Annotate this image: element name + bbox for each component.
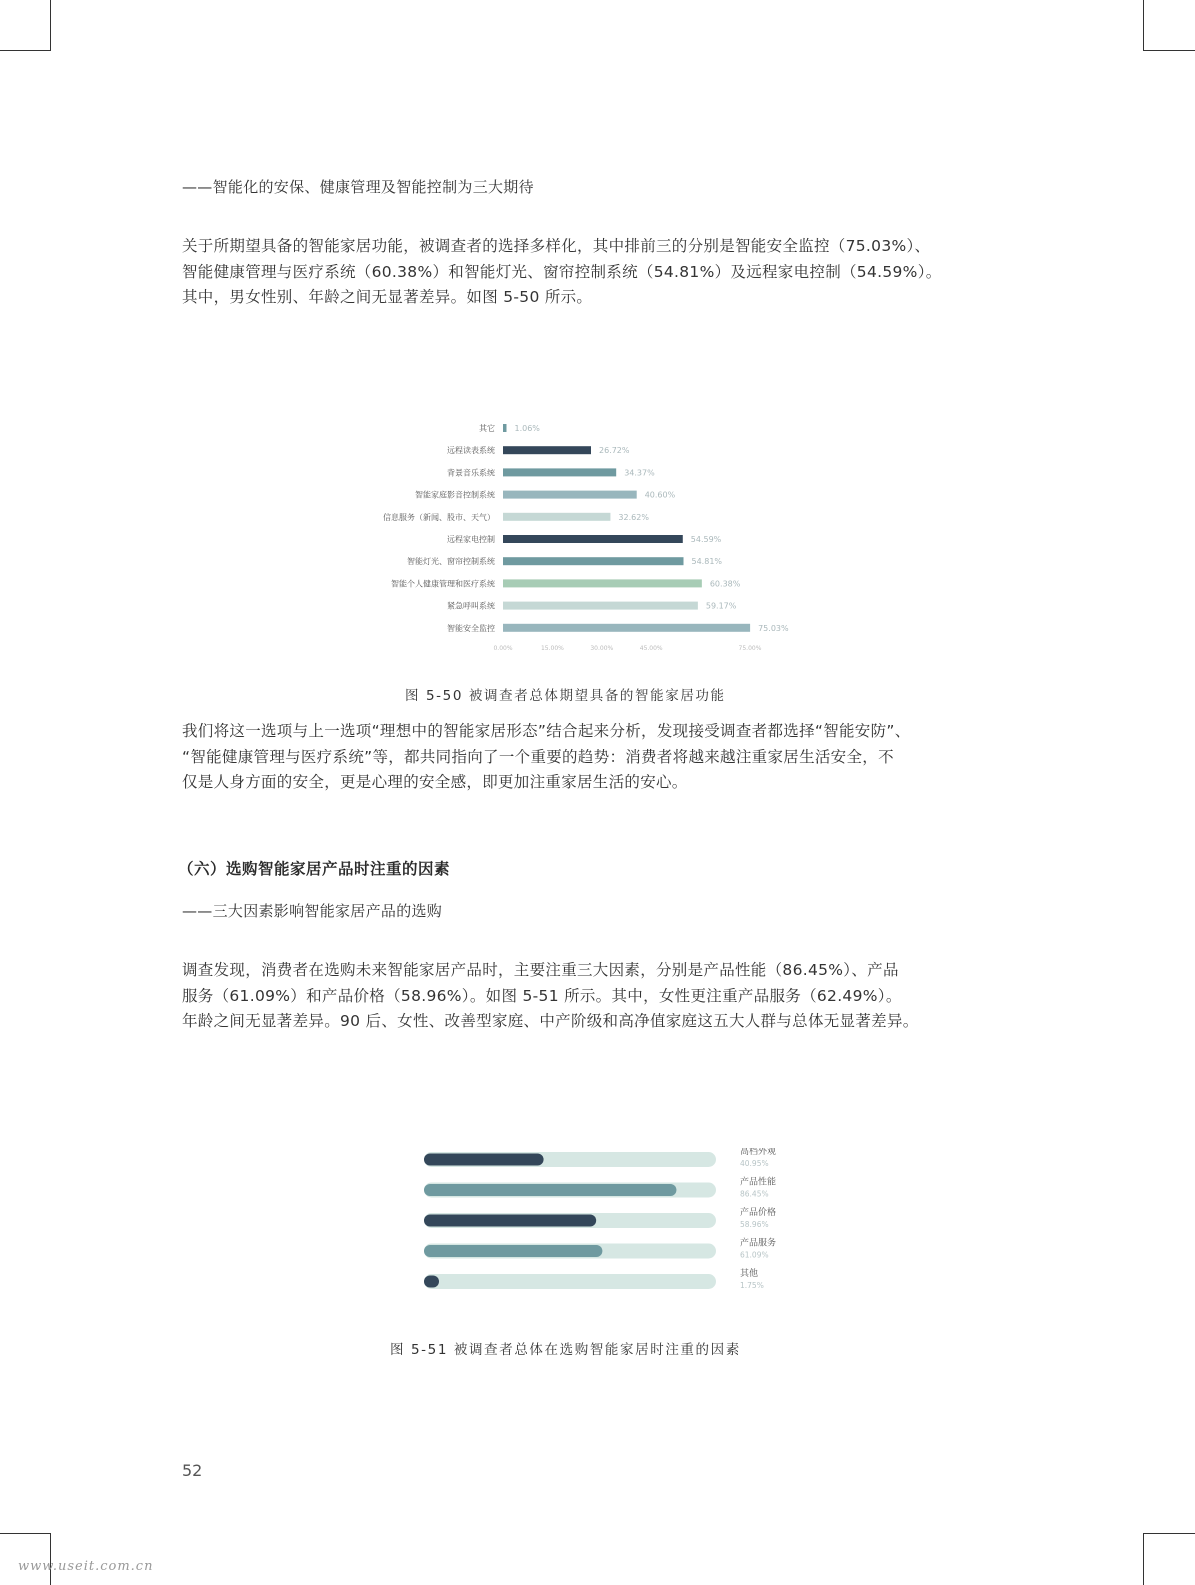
paragraph-line: 服务（61.09%）和产品价格（58.96%）。如图 5-51 所示。其中，女性更注重产品服务（62.49%）。: [182, 986, 902, 1005]
value-label: 40.60%: [644, 490, 676, 500]
category-label: 产品价格: [740, 1208, 777, 1218]
paragraph-line: 我们将这一选项与上一选项“理想中的智能家居形态”结合起来分析，发现接受调查者都选择“智能安防”、: [182, 722, 911, 740]
value-label: 75.03%: [758, 623, 789, 633]
figure-5-51-chart: [420, 1148, 820, 1308]
bar: [503, 468, 616, 476]
section2-paragraph: [182, 719, 1002, 796]
paragraph-line: 仅是人身方面的安全，更是心理的安全感，即更加注重家居生活的安心。: [182, 773, 688, 791]
bar: [503, 579, 702, 587]
category-label: 智能灯光、窗帘控制系统: [407, 557, 495, 567]
bar: [503, 602, 698, 610]
section1-subtitle: ——智能化的安保、健康管理及智能控制为三大期待: [182, 178, 534, 196]
paragraph-line: “智能健康管理与医疗系统”等，都共同指向了一个重要的趋势：消费者将越来越注重家居生活安全，不: [182, 747, 894, 766]
value-label: 40.95%: [740, 1159, 769, 1168]
crop-mark-bottom-right-h: [1143, 1533, 1195, 1534]
paragraph-line: 年龄之间无显著差异。90 后、女性、改善型家庭、中产阶级和高净值家庭这五大人群与总体无显著差异。: [182, 1012, 919, 1030]
value-label: 1.06%: [514, 424, 540, 433]
crop-mark-bottom-left-h: [0, 1533, 51, 1534]
value-label: 54.59%: [690, 535, 722, 544]
value-label: 60.38%: [709, 579, 741, 589]
tick-label: 75.00%: [738, 645, 762, 652]
tick-label: 15.00%: [540, 645, 564, 652]
tick-label: 0.00%: [493, 645, 513, 652]
category-label: 远程家电控制: [447, 535, 495, 544]
category-label: 信息服务（新闻、股市、天气）: [383, 512, 495, 522]
section1-paragraph: [182, 234, 1002, 311]
crop-mark-bottom-right: [1143, 1534, 1144, 1585]
section3-paragraph: [182, 958, 1002, 1035]
figure-5-50-caption: 图 5-50 被调查者总体期望具备的智能家居功能: [405, 688, 726, 704]
paragraph-line: 关于所期望具备的智能家居功能，被调查者的选择多样化，其中排前三的分别是智能安全监控（75.03%）、: [182, 237, 931, 255]
tick-label: 45.00%: [639, 645, 663, 652]
crop-mark-top-right-h: [1143, 50, 1195, 51]
bar: [503, 557, 684, 565]
figure-5-51-caption: 图 5-51 被调查者总体在选购智能家居时注重的因素: [390, 1342, 741, 1358]
value-label: 59.17%: [705, 601, 737, 611]
bar: [503, 491, 637, 499]
tick-label: 30.00%: [590, 645, 614, 652]
value-label: 26.72%: [598, 446, 630, 456]
value-label: 54.81%: [691, 557, 723, 567]
bar-track: [424, 1274, 716, 1289]
value-label: 1.75%: [740, 1281, 764, 1290]
paragraph-line: 调查发现，消费者在选购未来智能家居产品时，主要注重三大因素，分别是产品性能（86.45%）、产品: [182, 961, 899, 979]
value-label: 34.37%: [624, 468, 655, 478]
crop-mark-top-right: [1143, 0, 1144, 51]
page-number: 52: [182, 1461, 203, 1480]
bar: [503, 446, 591, 454]
bar: [424, 1184, 676, 1196]
category-label: 智能个人健康管理和医疗系统: [391, 579, 495, 589]
crop-mark-top-left-h: [0, 50, 51, 51]
category-label: 智能家庭影音控制系统: [415, 490, 495, 500]
category-label: 远程读表系统: [447, 446, 495, 456]
paragraph-line: 智能健康管理与医疗系统（60.38%）和智能灯光、窗帘控制系统（54.81%）及远程家电控制（54.59%）。: [182, 262, 942, 281]
section-heading: （六）选购智能家居产品时注重的因素: [178, 860, 451, 878]
value-label: 58.96%: [740, 1220, 769, 1229]
section3-subtitle: ——三大因素影响智能家居产品的选购: [182, 902, 443, 920]
bar: [503, 513, 610, 521]
category-label: 其它: [479, 424, 495, 433]
bar: [503, 624, 750, 632]
bar: [503, 535, 683, 543]
crop-mark-top-left: [50, 0, 51, 51]
paragraph-line: 其中，男女性别、年龄之间无显著差异。如图 5-50 所示。: [182, 288, 593, 306]
category-label: 产品服务: [740, 1238, 777, 1249]
bar: [424, 1245, 602, 1257]
category-label: 产品性能: [740, 1177, 777, 1188]
bar: [424, 1215, 596, 1227]
category-label: 紧急呼叫系统: [447, 601, 495, 611]
value-label: 61.09%: [740, 1250, 769, 1260]
bar: [424, 1154, 544, 1166]
category-label: 智能安全监控: [447, 623, 495, 633]
category-label: 高档外观: [740, 1148, 777, 1157]
value-label: 32.62%: [618, 512, 649, 522]
category-label: 其他: [740, 1269, 759, 1279]
figure-5-50-chart: [370, 418, 850, 658]
value-label: 86.45%: [740, 1189, 769, 1199]
bar: [503, 424, 506, 432]
category-label: 背景音乐系统: [447, 468, 495, 478]
watermark: www.useit.com.cn: [18, 1559, 154, 1574]
bar: [424, 1276, 439, 1288]
